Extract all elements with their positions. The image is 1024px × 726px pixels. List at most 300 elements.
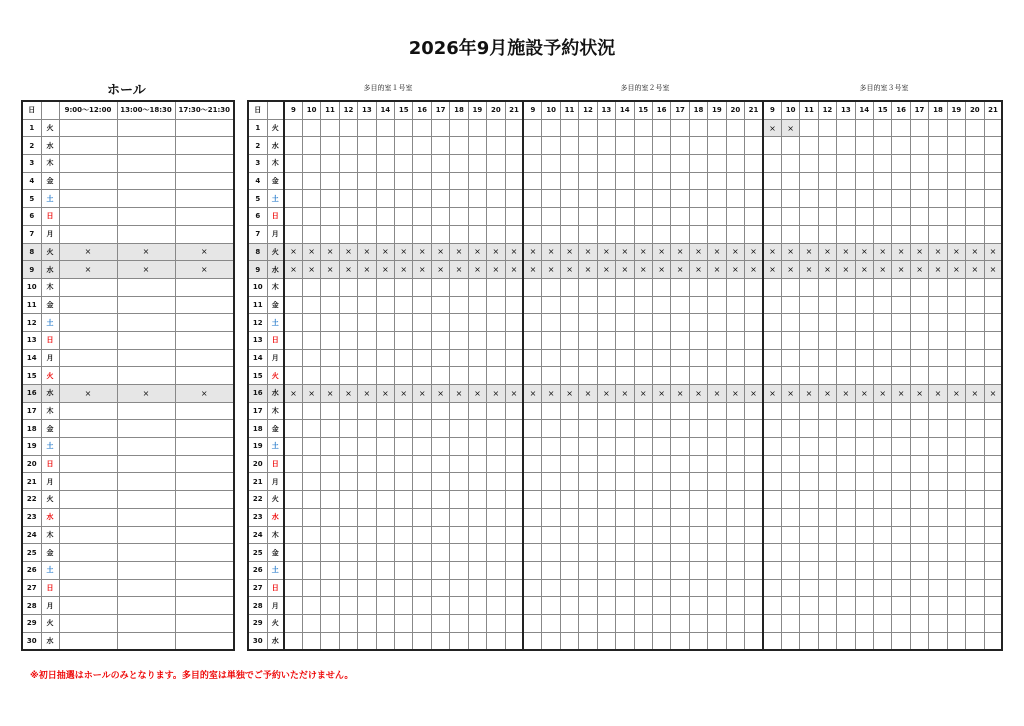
slot-cell (59, 278, 117, 296)
hour-cell (708, 561, 726, 579)
weekday: 金 (267, 420, 284, 438)
hour-cell (560, 155, 578, 173)
booked-mark: × (468, 261, 486, 279)
hour-cell (929, 491, 947, 509)
hour-cell (487, 296, 505, 314)
day-number: 9 (22, 261, 41, 279)
hour-cell (781, 349, 799, 367)
hour-cell (745, 508, 763, 526)
hour-header: 15 (634, 101, 652, 119)
hour-cell (468, 155, 486, 173)
hour-cell (616, 296, 634, 314)
hour-cell (339, 632, 357, 650)
weekday-header (267, 101, 284, 119)
booked-mark: × (745, 243, 763, 261)
hour-cell (468, 579, 486, 597)
hour-cell (874, 544, 892, 562)
weekday: 木 (41, 278, 59, 296)
hour-cell (984, 438, 1002, 456)
hour-cell (413, 508, 431, 526)
slot-cell (117, 632, 175, 650)
slot-cell (117, 190, 175, 208)
hour-cell (302, 331, 320, 349)
hour-cell (892, 137, 910, 155)
hour-cell (616, 155, 634, 173)
booked-mark: × (431, 385, 449, 403)
hour-cell (358, 137, 376, 155)
hour-cell (616, 597, 634, 615)
booked-mark: × (579, 261, 597, 279)
hour-cell (505, 455, 523, 473)
hour-cell (468, 455, 486, 473)
hour-cell (579, 296, 597, 314)
hour-cell (284, 208, 302, 226)
hour-cell (781, 491, 799, 509)
hour-cell (910, 508, 928, 526)
hour-cell (597, 632, 615, 650)
hour-cell (597, 455, 615, 473)
hour-cell (929, 190, 947, 208)
hour-cell (284, 155, 302, 173)
booked-mark: × (175, 385, 234, 403)
hour-cell (892, 225, 910, 243)
hour-cell (616, 579, 634, 597)
hour-cell (487, 614, 505, 632)
hour-cell (487, 597, 505, 615)
hour-cell (910, 420, 928, 438)
hour-cell (800, 155, 818, 173)
hour-cell (708, 544, 726, 562)
hour-cell (745, 473, 763, 491)
hour-cell (671, 632, 689, 650)
hour-cell (284, 526, 302, 544)
hour-cell (800, 172, 818, 190)
hour-cell (929, 208, 947, 226)
hour-cell (579, 208, 597, 226)
hour-cell (431, 314, 449, 332)
hour-cell (302, 172, 320, 190)
rooms-day-row (248, 208, 1002, 226)
weekday: 水 (267, 508, 284, 526)
room1-label: 多目的室１号室 (363, 84, 413, 92)
hour-cell (431, 367, 449, 385)
hour-cell (487, 137, 505, 155)
hour-cell (855, 349, 873, 367)
hour-cell (523, 526, 541, 544)
hour-cell (689, 137, 707, 155)
hour-cell (431, 420, 449, 438)
hour-cell (505, 155, 523, 173)
hour-cell (763, 597, 781, 615)
hour-cell (284, 455, 302, 473)
weekday: 土 (267, 190, 284, 208)
hour-cell (745, 331, 763, 349)
hour-cell (542, 508, 560, 526)
hour-cell (708, 367, 726, 385)
hour-cell (542, 544, 560, 562)
hour-cell (523, 225, 541, 243)
rooms-day-row (248, 544, 1002, 562)
hour-cell (689, 420, 707, 438)
day-number: 25 (22, 544, 41, 562)
hour-cell (708, 172, 726, 190)
hour-cell (395, 438, 413, 456)
hour-header: 15 (874, 101, 892, 119)
slot-cell (117, 491, 175, 509)
slot-cell (175, 278, 234, 296)
booked-mark: × (376, 261, 394, 279)
hour-cell (634, 438, 652, 456)
hour-cell (708, 296, 726, 314)
hour-cell (339, 155, 357, 173)
hour-cell (413, 544, 431, 562)
hour-cell (929, 438, 947, 456)
hour-cell (505, 172, 523, 190)
hour-cell (966, 561, 984, 579)
hour-cell (284, 367, 302, 385)
hour-cell (726, 491, 744, 509)
hall-day-row (22, 367, 234, 385)
hour-cell (781, 597, 799, 615)
hour-cell (800, 632, 818, 650)
hour-cell (652, 314, 670, 332)
hour-cell (708, 278, 726, 296)
hour-cell (560, 172, 578, 190)
hour-cell (413, 455, 431, 473)
hour-cell (652, 544, 670, 562)
hall-day-row (22, 402, 234, 420)
weekday: 木 (267, 278, 284, 296)
hour-cell (321, 473, 339, 491)
hour-cell (579, 544, 597, 562)
hour-cell (726, 402, 744, 420)
hour-header: 10 (781, 101, 799, 119)
hour-cell (616, 544, 634, 562)
hour-cell (505, 508, 523, 526)
hour-cell (708, 331, 726, 349)
weekday: 土 (41, 561, 59, 579)
hour-cell (855, 473, 873, 491)
hour-cell (505, 278, 523, 296)
hour-cell (634, 455, 652, 473)
booked-mark: × (505, 385, 523, 403)
booked-mark: × (175, 261, 234, 279)
hour-cell (781, 438, 799, 456)
booked-mark: × (560, 261, 578, 279)
booked-mark: × (634, 243, 652, 261)
weekday: 火 (267, 243, 284, 261)
booked-mark: × (634, 385, 652, 403)
hour-header: 11 (321, 101, 339, 119)
slot-cell (59, 402, 117, 420)
hour-cell (376, 296, 394, 314)
hour-cell (818, 526, 836, 544)
hour-cell (726, 561, 744, 579)
slot-cell (117, 296, 175, 314)
booked-mark: × (818, 261, 836, 279)
hour-cell (763, 544, 781, 562)
hour-cell (818, 579, 836, 597)
hour-cell (413, 208, 431, 226)
hour-cell (358, 632, 376, 650)
hour-cell (321, 438, 339, 456)
rooms-day-row (248, 561, 1002, 579)
hour-cell (781, 544, 799, 562)
hour-cell (358, 208, 376, 226)
booked-mark: × (708, 385, 726, 403)
booked-mark: × (892, 243, 910, 261)
booked-mark: × (929, 261, 947, 279)
rooms-day-row (248, 349, 1002, 367)
booked-mark: × (763, 119, 781, 137)
day-number: 29 (248, 614, 267, 632)
hour-cell (800, 455, 818, 473)
hour-cell (284, 508, 302, 526)
hour-cell (597, 579, 615, 597)
hour-header: 13 (358, 101, 376, 119)
hour-cell (450, 544, 468, 562)
hour-cell (505, 526, 523, 544)
rooms-day-row (248, 190, 1002, 208)
hour-cell (339, 597, 357, 615)
hour-cell (929, 278, 947, 296)
hour-cell (321, 331, 339, 349)
hour-cell (339, 208, 357, 226)
hour-cell (450, 119, 468, 137)
hour-cell (450, 314, 468, 332)
rooms-day-row (248, 172, 1002, 190)
hour-cell (395, 137, 413, 155)
hour-cell (560, 367, 578, 385)
hour-cell (874, 491, 892, 509)
hour-cell (358, 614, 376, 632)
hour-header: 11 (560, 101, 578, 119)
booked-mark: × (616, 261, 634, 279)
hour-cell (874, 278, 892, 296)
hour-cell (966, 473, 984, 491)
hour-cell (910, 561, 928, 579)
hour-cell (708, 137, 726, 155)
hour-header: 17 (671, 101, 689, 119)
hour-cell (726, 331, 744, 349)
slot-cell (117, 526, 175, 544)
hour-cell (302, 367, 320, 385)
hour-cell (781, 331, 799, 349)
hour-cell (321, 420, 339, 438)
hour-cell (818, 208, 836, 226)
hour-cell (616, 119, 634, 137)
hour-cell (302, 225, 320, 243)
hour-cell (818, 119, 836, 137)
day-number: 16 (22, 385, 41, 403)
hour-cell (542, 420, 560, 438)
hour-cell (652, 296, 670, 314)
hour-cell (395, 544, 413, 562)
hour-cell (671, 526, 689, 544)
hour-cell (837, 367, 855, 385)
weekday: 木 (267, 402, 284, 420)
hour-cell (652, 579, 670, 597)
hour-cell (966, 420, 984, 438)
rooms-day-row (248, 579, 1002, 597)
hall-day-row (22, 385, 234, 403)
hour-cell (892, 455, 910, 473)
hour-cell (284, 473, 302, 491)
hour-cell (358, 278, 376, 296)
hour-cell (376, 278, 394, 296)
page-title: 2026年9月施設予約状況 (408, 38, 616, 59)
hour-cell (745, 155, 763, 173)
hour-cell (855, 544, 873, 562)
hour-cell (339, 278, 357, 296)
hour-cell (358, 155, 376, 173)
booked-mark: × (652, 385, 670, 403)
hour-cell (616, 137, 634, 155)
slot-cell (117, 349, 175, 367)
hour-cell (745, 278, 763, 296)
hour-cell (542, 331, 560, 349)
booked-mark: × (597, 385, 615, 403)
hour-cell (579, 119, 597, 137)
hour-cell (487, 402, 505, 420)
booked-mark: × (689, 243, 707, 261)
hour-cell (616, 190, 634, 208)
hour-cell (358, 473, 376, 491)
hour-cell (763, 632, 781, 650)
hour-cell (634, 190, 652, 208)
hall-day-row (22, 261, 234, 279)
hour-cell (413, 119, 431, 137)
hour-cell (726, 172, 744, 190)
hour-cell (339, 561, 357, 579)
hour-cell (652, 367, 670, 385)
weekday: 木 (41, 526, 59, 544)
hour-cell (947, 208, 965, 226)
hour-cell (818, 402, 836, 420)
hour-cell (837, 314, 855, 332)
hour-cell (689, 473, 707, 491)
hour-cell (413, 225, 431, 243)
hour-cell (671, 544, 689, 562)
hour-cell (689, 314, 707, 332)
booked-mark: × (597, 261, 615, 279)
hour-cell (892, 190, 910, 208)
booked-mark: × (413, 385, 431, 403)
hour-cell (652, 119, 670, 137)
slot-cell (175, 119, 234, 137)
slot-cell (117, 402, 175, 420)
day-number: 14 (248, 349, 267, 367)
day-number: 20 (22, 455, 41, 473)
hour-cell (579, 367, 597, 385)
hour-cell (542, 278, 560, 296)
slot-cell (59, 508, 117, 526)
hour-cell (505, 402, 523, 420)
hour-cell (597, 367, 615, 385)
slot-cell (175, 137, 234, 155)
hour-cell (874, 119, 892, 137)
hour-cell (339, 296, 357, 314)
hour-cell (579, 579, 597, 597)
hour-cell (689, 544, 707, 562)
hour-cell (597, 278, 615, 296)
booked-mark: × (542, 261, 560, 279)
hour-cell (781, 526, 799, 544)
hour-cell (966, 190, 984, 208)
hour-cell (542, 402, 560, 420)
hour-cell (487, 526, 505, 544)
hour-cell (929, 597, 947, 615)
hour-header: 18 (689, 101, 707, 119)
hour-cell (321, 225, 339, 243)
hour-cell (450, 402, 468, 420)
hour-cell (376, 491, 394, 509)
weekday: 月 (41, 597, 59, 615)
hour-cell (781, 632, 799, 650)
hour-cell (910, 349, 928, 367)
hour-cell (652, 278, 670, 296)
hour-cell (708, 438, 726, 456)
hour-cell (800, 508, 818, 526)
hour-cell (284, 614, 302, 632)
hour-cell (431, 561, 449, 579)
hour-cell (413, 331, 431, 349)
hour-cell (892, 367, 910, 385)
hour-cell (542, 632, 560, 650)
slot-cell (117, 614, 175, 632)
hour-cell (616, 561, 634, 579)
hour-cell (413, 438, 431, 456)
hour-cell (910, 614, 928, 632)
hour-cell (947, 225, 965, 243)
hour-cell (302, 119, 320, 137)
slot-header: 17:30～21:30 (175, 101, 234, 119)
hour-cell (652, 137, 670, 155)
hour-cell (339, 331, 357, 349)
hour-cell (763, 349, 781, 367)
hour-cell (395, 296, 413, 314)
hour-cell (947, 155, 965, 173)
hour-cell (560, 190, 578, 208)
hour-cell (874, 473, 892, 491)
hour-cell (818, 597, 836, 615)
hour-header: 14 (616, 101, 634, 119)
hour-cell (910, 190, 928, 208)
hour-cell (413, 632, 431, 650)
booked-mark: × (708, 243, 726, 261)
hour-cell (450, 137, 468, 155)
hour-cell (726, 367, 744, 385)
hour-cell (671, 402, 689, 420)
day-number: 7 (22, 225, 41, 243)
hour-cell (726, 544, 744, 562)
hour-cell (395, 597, 413, 615)
hour-cell (800, 314, 818, 332)
hour-cell (984, 278, 1002, 296)
hour-cell (321, 597, 339, 615)
hour-cell (579, 137, 597, 155)
booked-mark: × (431, 261, 449, 279)
hour-cell (874, 208, 892, 226)
slot-cell (117, 544, 175, 562)
hour-cell (579, 526, 597, 544)
hour-cell (358, 579, 376, 597)
hour-cell (376, 579, 394, 597)
hour-cell (284, 331, 302, 349)
booked-mark: × (284, 261, 302, 279)
hour-cell (910, 367, 928, 385)
hour-cell (523, 473, 541, 491)
